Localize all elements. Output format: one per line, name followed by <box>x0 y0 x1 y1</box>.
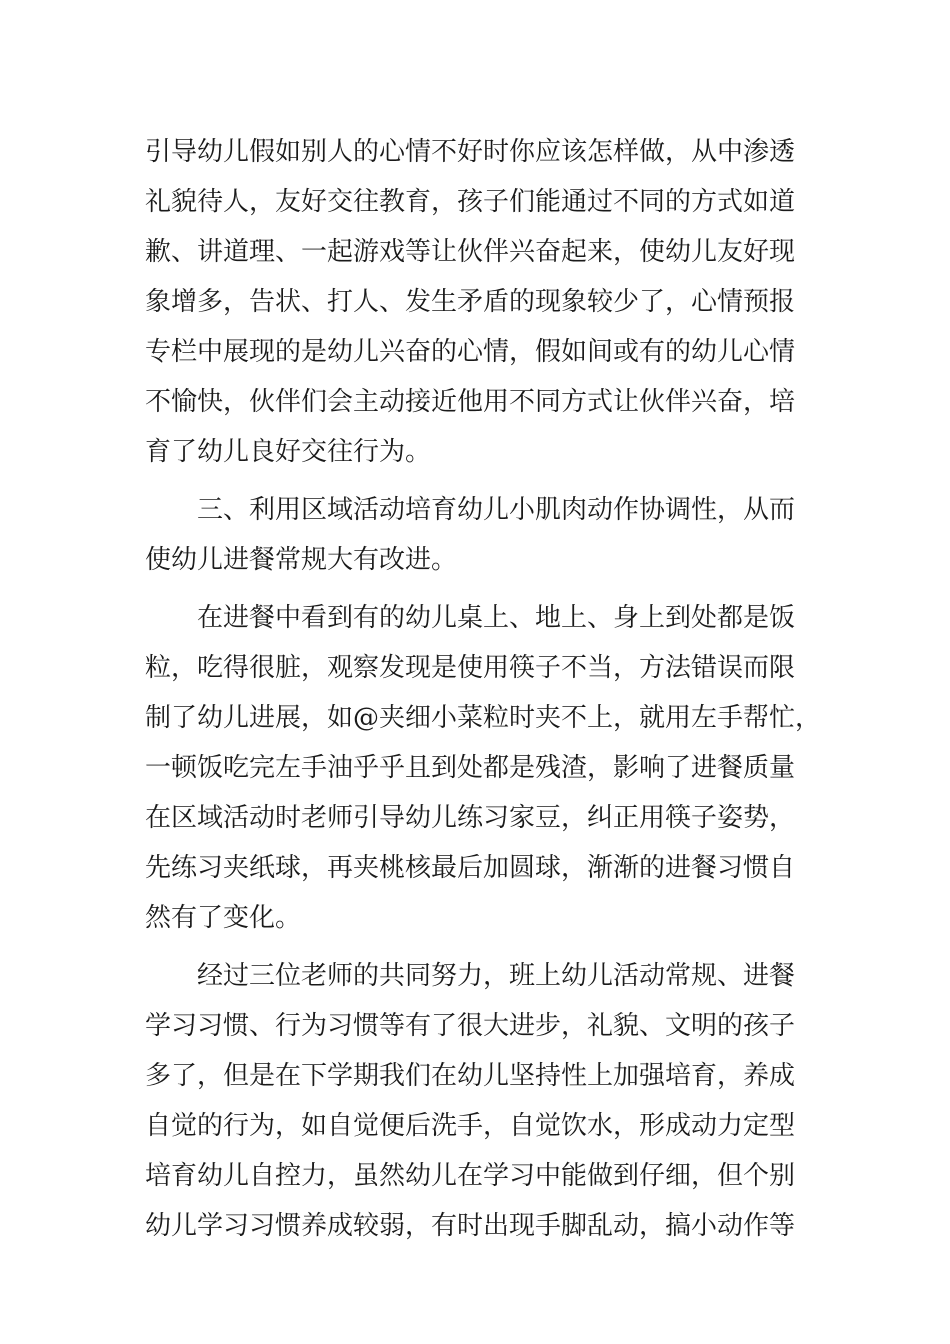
paragraph-spacer <box>145 477 810 485</box>
document-body <box>145 127 822 1251</box>
text-line: 粒，吃得很脏，观察发现是使用筷子不当，方法错误而限 <box>145 653 796 683</box>
paragraph-2-heading <box>145 485 810 585</box>
paragraph-spacer <box>145 585 810 593</box>
text-line: 歉、讲道理、一起游戏等让伙伴兴奋起来，使幼儿友好现 <box>145 237 796 267</box>
text-line: 专栏中展现的是幼儿兴奋的心情，假如间或有的幼儿心情 <box>145 337 796 367</box>
text-line: 自觉的行为，如自觉便后洗手，自觉饮水，形成动力定型 <box>145 1111 796 1141</box>
text-line: 三、利用区域活动培育幼儿小肌肉动作协调性，从而 <box>145 495 796 525</box>
text-line: 礼貌待人，友好交往教育，孩子们能通过不同的方式如道 <box>145 187 796 217</box>
text-line: 育了幼儿良好交往行为。 <box>145 437 432 467</box>
text-line: 先练习夹纸球，再夹桃核最后加圆球，渐渐的进餐习惯自 <box>145 853 796 883</box>
text-line: 经过三位老师的共同努力，班上幼儿活动常规、进餐 <box>145 961 796 991</box>
text-line: 不愉快，伙伴们会主动接近他用不同方式让伙伴兴奋，培 <box>145 387 796 417</box>
paragraph-1 <box>145 127 810 477</box>
text-line: 在进餐中看到有的幼儿桌上、地上、身上到处都是饭 <box>145 603 796 633</box>
text-line: 制了幼儿进展，如@夹细小菜粒时夹不上，就用左手帮忙， <box>145 703 822 733</box>
paragraph-4 <box>145 951 810 1251</box>
text-line: 学习习惯、行为习惯等有了很大进步，礼貌、文明的孩子 <box>145 1011 796 1041</box>
text-line: 在区域活动时老师引导幼儿练习家豆，纠正用筷子姿势， <box>145 803 796 833</box>
text-line: 培育幼儿自控力，虽然幼儿在学习中能做到仔细，但个别 <box>145 1161 796 1191</box>
text-line: 象增多，告状、打人、发生矛盾的现象较少了，心情预报 <box>145 287 796 317</box>
paragraph-spacer <box>145 943 810 951</box>
text-line: 引导幼儿假如别人的心情不好时你应该怎样做，从中渗透 <box>145 137 796 167</box>
text-line: 使幼儿进餐常规大有改进。 <box>145 545 458 575</box>
text-line: 幼儿学习习惯养成较弱，有时出现手脚乱动，搞小动作等 <box>145 1211 796 1241</box>
text-line: 然有了变化。 <box>145 903 302 933</box>
paragraph-3 <box>145 593 822 943</box>
text-line: 一顿饭吃完左手油乎乎且到处都是残渣，影响了进餐质量 <box>145 753 796 783</box>
text-line: 多了，但是在下学期我们在幼儿坚持性上加强培育，养成 <box>145 1061 796 1091</box>
